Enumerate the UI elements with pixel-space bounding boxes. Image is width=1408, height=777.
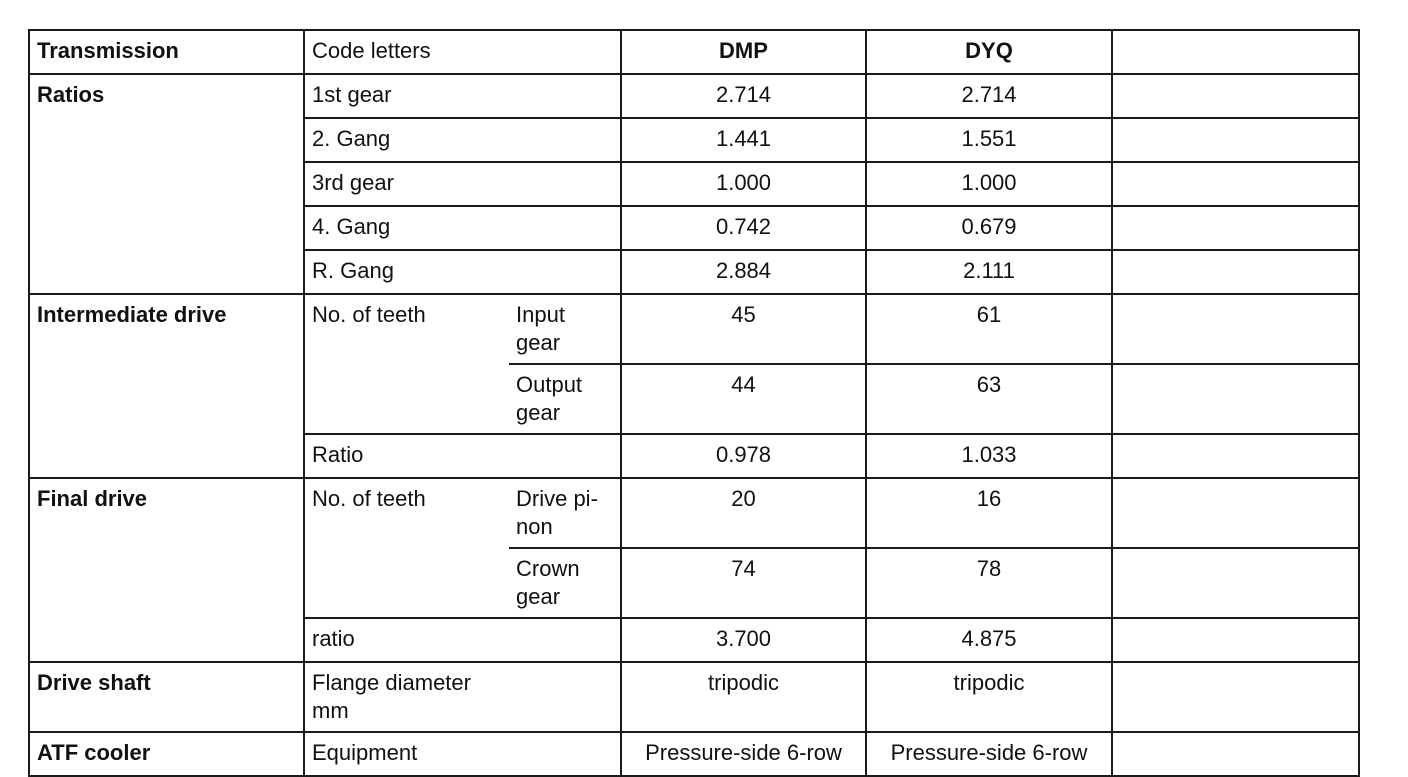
final-ratio-dyq: 4.875 <box>866 618 1112 662</box>
code-dmp: DMP <box>621 30 866 74</box>
ratio-dyq: 2.111 <box>866 250 1112 294</box>
ratio-dyq: 2.714 <box>866 74 1112 118</box>
drive-pinion-dyq: 16 <box>866 478 1112 548</box>
flange-dmp: tripodic <box>621 662 866 732</box>
atf-dmp: Pressure-side 6-row <box>621 732 866 776</box>
section-intermediate-drive: Intermediate drive <box>29 294 304 478</box>
table-row <box>29 294 1359 364</box>
code-empty <box>1112 30 1359 74</box>
ratio-label: 4. Gang <box>304 206 621 250</box>
table-row <box>29 478 1359 548</box>
empty-cell <box>1112 364 1359 434</box>
code-letters-label: Code letters <box>304 30 621 74</box>
empty-cell <box>1112 478 1359 548</box>
intermediate-ratio-dmp: 0.978 <box>621 434 866 478</box>
equipment-label: Equipment <box>304 732 621 776</box>
ratio-label: 1st gear <box>304 74 621 118</box>
output-gear-label: Output gear <box>509 364 621 434</box>
teeth-label: No. of teeth <box>304 478 509 618</box>
ratio-dmp: 1.000 <box>621 162 866 206</box>
empty-cell <box>1112 206 1359 250</box>
empty-cell <box>1112 162 1359 206</box>
ratio-label: 3rd gear <box>304 162 621 206</box>
crown-gear-label: Crown gear <box>509 548 621 618</box>
empty-cell <box>1112 662 1359 732</box>
drive-pinion-dmp: 20 <box>621 478 866 548</box>
section-atf-cooler: ATF cooler <box>29 732 304 776</box>
ratio-dmp: 2.714 <box>621 74 866 118</box>
empty-cell <box>1112 74 1359 118</box>
empty-cell <box>1112 250 1359 294</box>
crown-gear-dmp: 74 <box>621 548 866 618</box>
empty-cell <box>1112 618 1359 662</box>
ratio-dyq: 1.551 <box>866 118 1112 162</box>
atf-dyq: Pressure-side 6-row <box>866 732 1112 776</box>
ratio-dmp: 2.884 <box>621 250 866 294</box>
input-gear-dyq: 61 <box>866 294 1112 364</box>
drive-pinion-label: Drive pi- non <box>509 478 621 548</box>
intermediate-ratio-dyq: 1.033 <box>866 434 1112 478</box>
output-gear-dmp: 44 <box>621 364 866 434</box>
flange-dyq: tripodic <box>866 662 1112 732</box>
section-ratios: Ratios <box>29 74 304 294</box>
table-row <box>29 732 1359 776</box>
output-gear-dyq: 63 <box>866 364 1112 434</box>
crown-gear-dyq: 78 <box>866 548 1112 618</box>
section-final-drive: Final drive <box>29 478 304 662</box>
table-row <box>29 74 1359 118</box>
ratio-dyq: 0.679 <box>866 206 1112 250</box>
final-ratio-dmp: 3.700 <box>621 618 866 662</box>
transmission-spec-table <box>28 29 1360 777</box>
teeth-label: No. of teeth <box>304 294 509 434</box>
empty-cell <box>1112 434 1359 478</box>
empty-cell <box>1112 118 1359 162</box>
empty-cell <box>1112 732 1359 776</box>
empty-cell <box>1112 548 1359 618</box>
final-ratio-label: ratio <box>304 618 621 662</box>
ratio-label: R. Gang <box>304 250 621 294</box>
flange-diameter-label: Flange diameter mm <box>304 662 621 732</box>
table-row <box>29 662 1359 732</box>
ratio-dmp: 0.742 <box>621 206 866 250</box>
intermediate-ratio-label: Ratio <box>304 434 621 478</box>
empty-cell <box>1112 294 1359 364</box>
table-header-row <box>29 30 1359 74</box>
ratio-dmp: 1.441 <box>621 118 866 162</box>
input-gear-label: Input gear <box>509 294 621 364</box>
code-dyq: DYQ <box>866 30 1112 74</box>
section-transmission: Transmission <box>29 30 304 74</box>
input-gear-dmp: 45 <box>621 294 866 364</box>
section-drive-shaft: Drive shaft <box>29 662 304 732</box>
ratio-label: 2. Gang <box>304 118 621 162</box>
ratio-dyq: 1.000 <box>866 162 1112 206</box>
